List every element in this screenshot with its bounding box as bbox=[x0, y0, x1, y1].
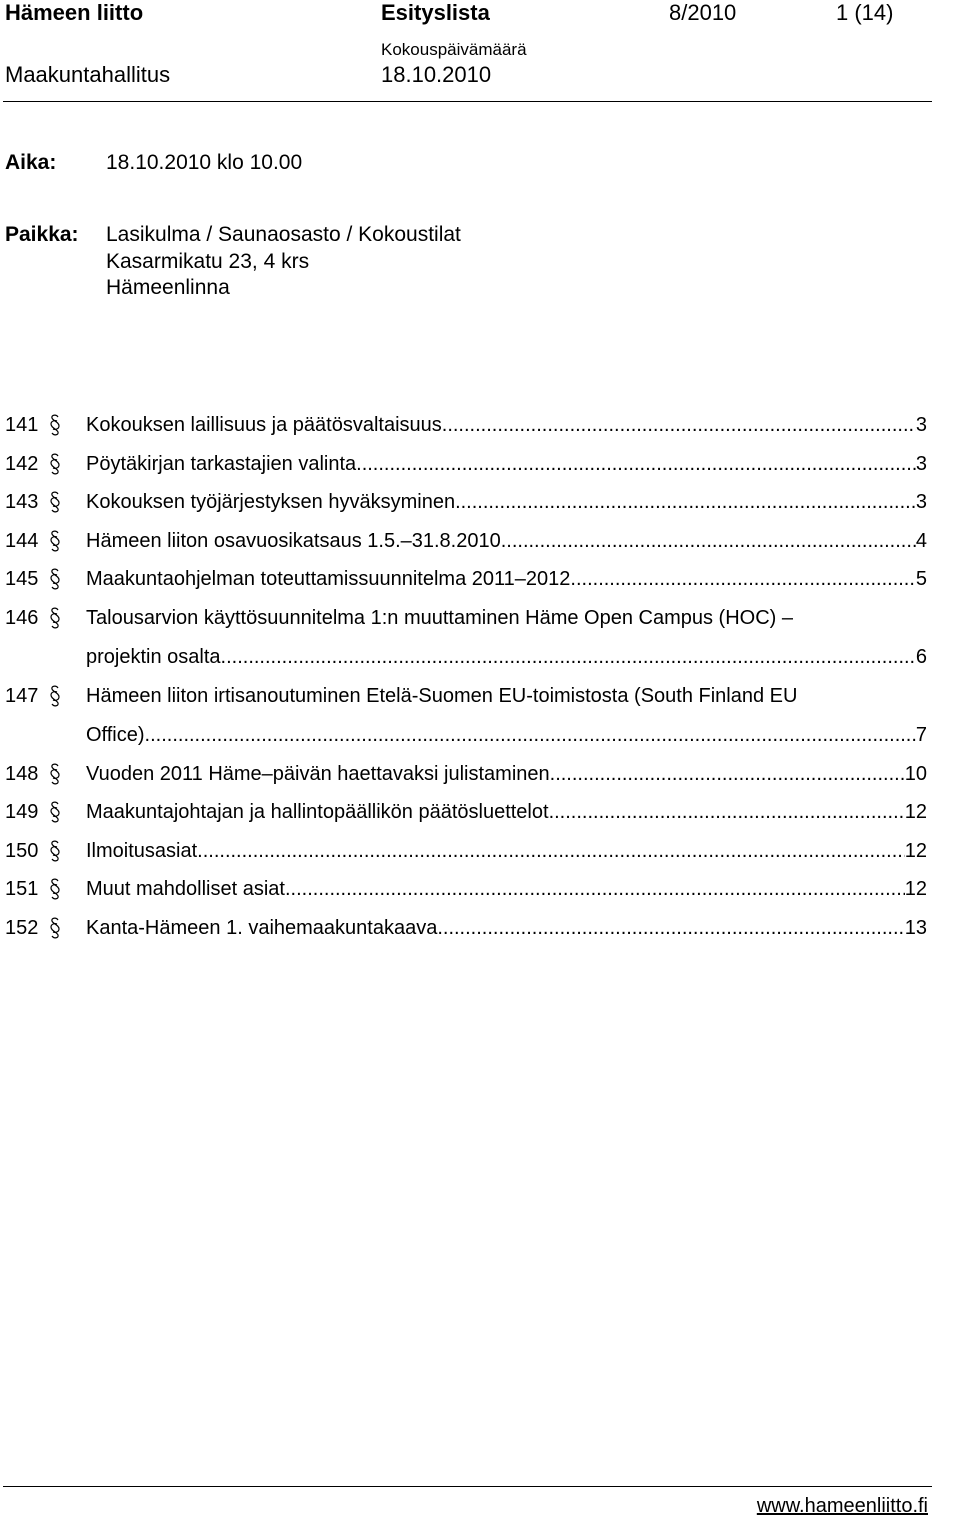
toc-item-title: projektin osalta bbox=[86, 646, 221, 668]
toc-item-title: Maakuntaohjelman toteuttamissuunnitelma 2011–2012 bbox=[86, 568, 571, 590]
toc-item[interactable] bbox=[86, 566, 927, 592]
toc-item[interactable] bbox=[86, 489, 927, 515]
place-line: Kasarmikatu 23, 4 krs bbox=[106, 250, 310, 273]
toc-item[interactable] bbox=[86, 799, 927, 825]
toc-item-number: 145 bbox=[5, 568, 39, 590]
toc-item-page: 12 bbox=[904, 840, 927, 862]
toc-item-title: Kokouksen laillisuus ja päätösvaltaisuus bbox=[86, 414, 442, 436]
website-link[interactable]: www.hameenliitto.fi bbox=[756, 1495, 928, 1517]
toc-item-page: 13 bbox=[904, 917, 927, 939]
toc-item-title: Kanta-Hämeen 1. vaihemaakuntakaava bbox=[86, 917, 438, 939]
toc-item-title: Maakuntajohtajan ja hallintopäällikön päätösluettelot bbox=[86, 801, 549, 823]
toc-item-number: 142 bbox=[5, 453, 39, 475]
toc-item[interactable] bbox=[86, 644, 927, 670]
toc-item-page: 3 bbox=[915, 453, 927, 475]
toc-leader-dots bbox=[455, 489, 916, 515]
toc-item-title-line1: Hämeen liiton irtisanoutuminen Etelä-Suomen EU-toimistosta (South Finland EU bbox=[86, 685, 798, 707]
time-label: Aika: bbox=[5, 151, 57, 174]
document-type: Esityslista bbox=[381, 0, 490, 25]
toc-item-number: 151 bbox=[5, 878, 39, 900]
section-sign-icon bbox=[48, 915, 62, 941]
date-label: Kokouspäivämäärä bbox=[381, 40, 527, 59]
toc-item-title: Office) bbox=[86, 724, 145, 746]
toc-item-number: 143 bbox=[5, 491, 39, 513]
section-sign-icon bbox=[48, 566, 62, 592]
section-sign-icon bbox=[48, 528, 62, 554]
header-divider bbox=[3, 101, 932, 102]
document-number: 8/2010 bbox=[669, 0, 737, 25]
toc-item-page: 5 bbox=[915, 568, 927, 590]
toc-item-page: 10 bbox=[904, 763, 927, 785]
toc-item-title: Kokouksen työjärjestyksen hyväksyminen bbox=[86, 491, 456, 513]
toc-leader-dots bbox=[197, 838, 905, 864]
toc-leader-dots bbox=[550, 761, 905, 787]
toc-leader-dots bbox=[570, 566, 915, 592]
toc-leader-dots bbox=[285, 876, 905, 902]
toc-item[interactable] bbox=[86, 722, 927, 748]
section-sign-icon bbox=[48, 876, 62, 902]
toc-item-title: Vuoden 2011 Häme–päivän haettavaksi julistaminen bbox=[86, 763, 550, 785]
page-indicator: 1 (14) bbox=[836, 0, 894, 25]
section-sign-icon bbox=[48, 489, 62, 515]
toc-leader-dots bbox=[501, 528, 916, 554]
toc-item[interactable] bbox=[86, 876, 927, 902]
toc-item-page: 6 bbox=[915, 646, 927, 668]
toc-item-title: Ilmoitusasiat bbox=[86, 840, 198, 862]
toc-item-page: 3 bbox=[915, 414, 927, 436]
section-sign-icon bbox=[48, 605, 62, 631]
toc-item-number: 150 bbox=[5, 840, 39, 862]
toc-item-number: 144 bbox=[5, 530, 39, 552]
governing-body: Maakuntahallitus bbox=[5, 62, 171, 87]
toc-item[interactable] bbox=[86, 761, 927, 787]
toc-leader-dots bbox=[442, 412, 916, 438]
toc-item-number: 147 bbox=[5, 685, 39, 707]
toc-item[interactable] bbox=[86, 412, 927, 438]
toc-item-page: 12 bbox=[904, 801, 927, 823]
section-sign-icon bbox=[48, 451, 62, 477]
toc-leader-dots bbox=[145, 722, 916, 748]
place-label: Paikka: bbox=[5, 223, 79, 246]
toc-item-number: 141 bbox=[5, 414, 39, 436]
toc-item[interactable] bbox=[86, 838, 927, 864]
organization-name: Hämeen liitto bbox=[5, 0, 144, 25]
toc-leader-dots bbox=[437, 915, 904, 941]
toc-item-page: 12 bbox=[904, 878, 927, 900]
toc-leader-dots bbox=[356, 451, 916, 477]
toc-item-number: 152 bbox=[5, 917, 39, 939]
section-sign-icon bbox=[48, 838, 62, 864]
toc-item[interactable] bbox=[86, 528, 927, 554]
section-sign-icon bbox=[48, 683, 62, 709]
toc-item-number: 149 bbox=[5, 801, 39, 823]
toc-item-page: 3 bbox=[915, 491, 927, 513]
section-sign-icon bbox=[48, 761, 62, 787]
toc-item[interactable] bbox=[86, 915, 927, 941]
toc-item-title: Hämeen liiton osavuosikatsaus 1.5.–31.8.2010 bbox=[86, 530, 501, 552]
place-line: Lasikulma / Saunaosasto / Kokoustilat bbox=[106, 223, 461, 246]
toc-leader-dots bbox=[221, 644, 916, 670]
toc-item-title: Muut mahdolliset asiat bbox=[86, 878, 285, 900]
section-sign-icon bbox=[48, 412, 62, 438]
place-line: Hämeenlinna bbox=[106, 276, 230, 299]
toc-item-number: 146 bbox=[5, 607, 39, 629]
toc-item[interactable] bbox=[86, 451, 927, 477]
toc-item-title-line1: Talousarvion käyttösuunnitelma 1:n muuttaminen Häme Open Campus (HOC) – bbox=[86, 607, 793, 629]
toc-item-page: 4 bbox=[915, 530, 927, 552]
meeting-date: 18.10.2010 bbox=[381, 62, 492, 87]
footer-divider bbox=[3, 1486, 932, 1487]
toc-item-title: Pöytäkirjan tarkastajien valinta bbox=[86, 453, 357, 475]
section-sign-icon bbox=[48, 799, 62, 825]
toc-item-number: 148 bbox=[5, 763, 39, 785]
time-value: 18.10.2010 klo 10.00 bbox=[106, 151, 303, 174]
toc-leader-dots bbox=[549, 799, 905, 825]
toc-item-page: 7 bbox=[915, 724, 927, 746]
